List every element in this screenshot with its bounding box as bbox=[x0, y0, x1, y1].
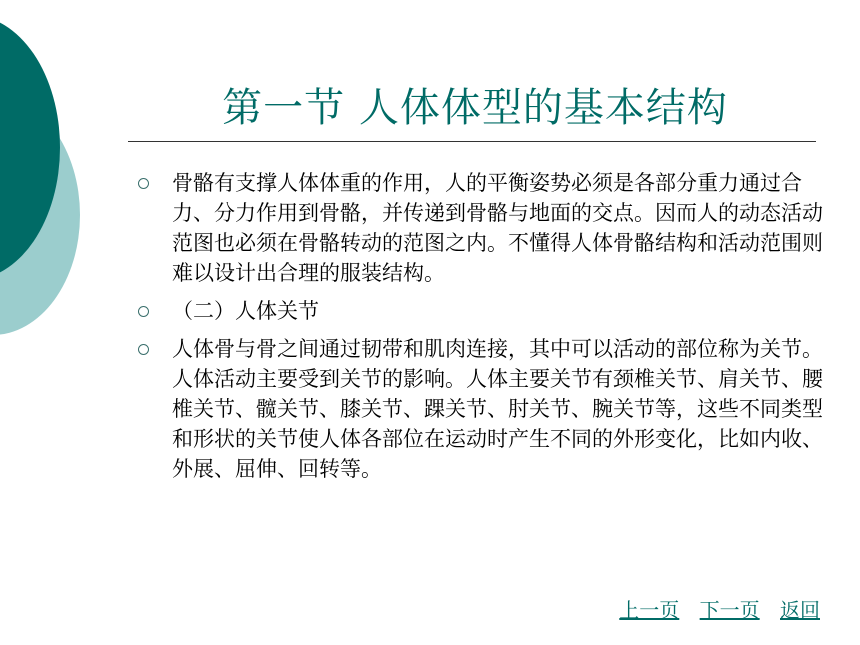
bullet-circle-icon bbox=[138, 344, 149, 355]
bullet-circle-icon bbox=[138, 306, 149, 317]
slide-title: 第一节 人体体型的基本结构 bbox=[222, 85, 728, 131]
next-page-link[interactable]: 下一页 bbox=[699, 598, 760, 622]
prev-page-link[interactable]: 上一页 bbox=[619, 598, 680, 622]
bullet-item bbox=[132, 334, 832, 484]
back-link[interactable]: 返回 bbox=[780, 598, 820, 622]
bullet-text: 骨骼有支撑人体体重的作用，人的平衡姿势必须是各部分重力通过合力、分力作用到骨骼，并传递到骨骼与地面的交点。因而人的动态活动范图也必须在骨骼转动的范图之内。不懂得人体骨骼结构和活动范围则难以设计出合理的服装结构。 bbox=[172, 171, 823, 285]
bullet-list bbox=[132, 168, 832, 492]
title-divider bbox=[128, 141, 816, 142]
bullet-item bbox=[132, 168, 832, 288]
slide-navigation bbox=[605, 594, 820, 623]
bullet-item bbox=[132, 296, 832, 326]
bullet-text: 人体骨与骨之间通过韧带和肌肉连接，其中可以活动的部位称为关节。人体活动主要受到关节的影响。人体主要关节有颈椎关节、肩关节、腰椎关节、髋关节、膝关节、踝关节、肘关节、腕关节等，这些不同类型和形状的关节使人体各部位在运动时产生不同的外形变化，比如内收、外展、屈伸、回转等。 bbox=[172, 337, 823, 481]
bullet-circle-icon bbox=[138, 178, 149, 189]
bullet-text: （二）人体关节 bbox=[172, 299, 319, 323]
